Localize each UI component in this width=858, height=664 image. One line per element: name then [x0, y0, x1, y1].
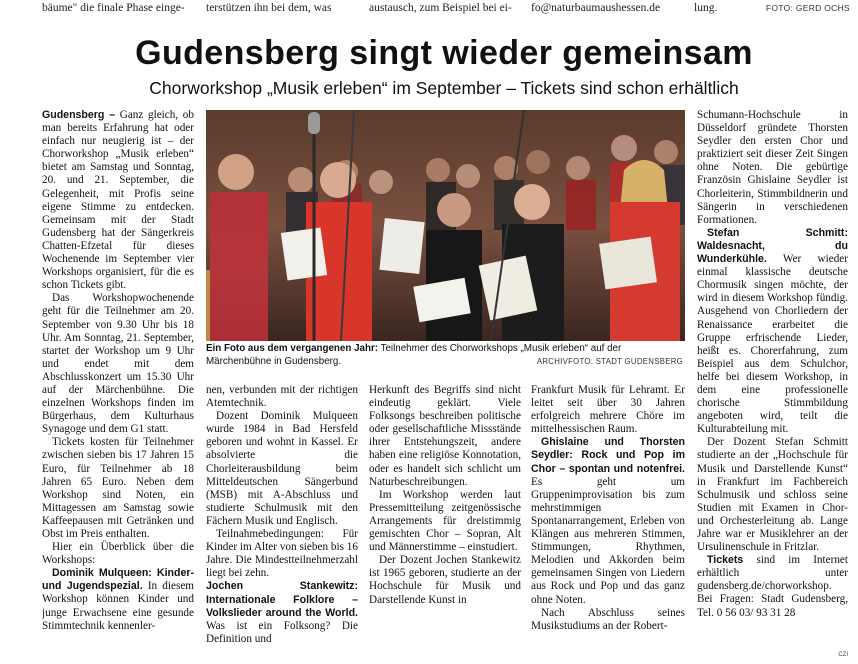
caption-text: Teilnehmer des Chorworkshops „Musik erleben“ auf der Märchenbühne in Gudensberg. [206, 343, 622, 367]
tickets-text: sind im Internet erhältlich unter gudensberg.de/chorworkshop. Bei Fragen: Stadt Gudensberg, Tel. 0 56 03/ 93 31 28 [697, 554, 848, 619]
lead-paragraph [42, 109, 194, 292]
paragraph: Der Dozent Jochen Stankewitz ist 1965 geboren, studierte an der Hochschule für Musik und Darstellende Kunst in [369, 554, 521, 606]
workshop-paragraph [697, 227, 848, 437]
workshop-heading: Ghislaine und Thorsten Seydler: Rock und Pop im Chor – spontan und notenfrei. [531, 436, 685, 475]
workshop-paragraph [42, 567, 194, 632]
choir-photo [206, 110, 685, 341]
strip-fragment-4: fo@naturbaumaushessen.de [531, 2, 661, 14]
article-column-5 [697, 109, 848, 649]
workshop-text: In diesem Workshop können Kinder und junge Erwachsene eine gesunde Stimmtechnik kennenler- [42, 580, 194, 632]
workshop-paragraph [531, 436, 685, 606]
workshop-heading: Stefan Schmitt: Waldesnacht, du Wunderkühle. [697, 226, 848, 266]
workshop-text: Wer wieder einmal klassische deutsche Chormusik singen möchte, der wird in diesem Workshop fündig. Ausgehend von Chorliedern der Renaissance erarbeitet die Gruppe erfrischende Lieder, heißt es. Chorerfahrung, zum Beispiel aus dem Schulchor, helfe bei diesem Workshop, in dem eine professionelle chorische Stimmbildung angeboten wird, teilt die Kulturabteilung mit. [697, 253, 848, 436]
paragraph: Frankfurt Musik für Lehramt. Er leitet seit über 30 Jahren erfolgreich mehrere Chöre im mittelhessischen Raum. [531, 384, 685, 436]
paragraph: nen, verbunden mit der richtigen Atemtechnik. [206, 384, 358, 410]
subheadline: Chorworkshop „Musik erleben“ im September – Tickets sind schon erhältlich [149, 78, 739, 98]
paragraph: Hier ein Überblick über die Workshops: [42, 541, 194, 567]
tickets-heading: Tickets [707, 554, 744, 567]
dateline: Gudensberg – [42, 109, 116, 121]
workshop-text: Es geht um Gruppenimprovisation bis zum mehrstimmigen Spontanarrangement, Erleben von Klängen aus mehreren Stimmen, Stimmungen, Rhythmen, Melodien und Akkorden beim gemeinsamen Singen von Liedern aus Rock und Pop und das ganz ohne Noten. [531, 475, 685, 606]
editor-tag: CZI [838, 652, 848, 658]
paragraph: Nach Abschluss seines Musikstudiums an der Robert- [531, 606, 685, 632]
workshop-paragraph [206, 580, 358, 645]
paragraph: Herkunft des Begriffs sind nicht eindeutig geklärt. Viele Folksongs beschreiben politische oder gesellschaftliche Missstände ihrer Entstehungszeit, andere haben eine religiöse Konnotation, oder es handelt sich schlicht um Naturbeschreibungen. [369, 384, 521, 488]
paragraph: Der Dozent Stefan Schmitt studierte an der „Hochschule für Musik und Darstellende Kunst“ in Frankfurt im Fachbereich Schulmusik und schloss seine Studien mit Examen in Chor- und Orchesterleitung ab. Lange Jahre war er Musiklehrer an der Ursulinenschule in Fritzlar. [697, 436, 848, 554]
paragraph: Im Workshop werden laut Pressemitteilung zeitgenössische Arrangements für dreistimmig gemischten Chor – Sopran, Alt und Männerstimme – einstudiert. [369, 488, 521, 554]
caption-lead: Ein Foto aus dem vergangenen Jahr: [206, 343, 379, 354]
article-column-3 [369, 384, 521, 650]
strip-fragment-5: lung. [694, 2, 718, 14]
photo-credit: ARCHIVFOTO: STADT GUDENSBERG [536, 357, 683, 366]
photo-credit-top: FOTO: GERD OCHS [765, 3, 850, 13]
workshop-text: Was ist ein Folksong? Die Definition und [206, 619, 358, 645]
paragraph: Teilnahmebedingungen: Für Kinder im Alter von sieben bis 16 Jahre. Die Mindestteilnehmerzahl liegt bei zehn. [206, 528, 358, 580]
strip-fragment-1: bäume" die finale Phase einge- [42, 2, 185, 14]
paragraph: Schumann-Hochschule in Düsseldorf gründete Thorsten Seydler den ersten Chor und praktiziert seit dieser Zeit Singen ohne Noten. Die gebürtige Französin Ghislaine Seydler ist Chorleiterin, Stimmbildnerin und Sängerin in verschiedenen Formationen. [697, 109, 848, 226]
paragraph: Dozent Dominik Mulqueen wurde 1984 in Bad Hersfeld geboren und wohnt in Kassel. Er absolvierte die Chorleiterausbildung beim Mitteldeutschen Sängerbund (MSB) mit A-Abschluss und studierte Schulmusik mit den Fächern Musik und Englisch. [206, 410, 358, 527]
article-column-2 [206, 384, 358, 650]
workshop-heading: Dominik Mulqueen: Kinder- und Jugendspezial. [42, 567, 194, 593]
previous-article-strip [0, 0, 858, 16]
choir-photo-illustration [206, 110, 685, 341]
paragraph: Tickets kosten für Teilnehmer zwischen sieben bis 17 Jahren 15 Euro, für Teilnehmer ab 18 Jahren 65 Euro. Neben dem Workshop sind Noten, ein Mittagessen am Samstag sowie Kaffeepausen mit Getränken und Obst im Preis enthalten. [42, 436, 194, 540]
headline: Gudensberg singt wieder gemeinsam [135, 34, 753, 72]
article-column-4 [531, 384, 685, 650]
photo-caption [206, 343, 685, 368]
strip-fragment-2: terstützen ihn bei dem, was [206, 2, 332, 14]
tickets-paragraph [697, 554, 848, 619]
strip-fragment-3: austausch, zum Beispiel bei ei- [369, 2, 512, 14]
paragraph: Das Workshopwochenende geht für die Teilnehmer am 20. September von 9.30 Uhr bis 18 Uhr. Am Sonntag, 21. September, startet der Workshop um 9 Uhr und endet mit dem Abschlusskonzert um 15.30 Uhr auf der Märchenbühne. Die einzelnen Workshops finden im Bürgerhaus, dem Kulturhaus Synagoge und dem G1 statt. [42, 292, 194, 436]
lead-text: Ganz gleich, ob man bereits Erfahrung hat oder einfach nur neugierig ist – der Chorworkshop „Musik erleben“ bietet am Samstag und Sonntag, 20. und 21. September, die Gelegenheit, mit Profis seine eigene Stimme zu entdecken. Gemeinsam mit der Stadt Gudensberg hat der Sängerkreis Chatten-Efzetal für dieses Wochenende im September vier Workshops organisiert, für die es schon Tickets gibt. [42, 109, 194, 292]
workshop-heading: Jochen Stankewitz: Internationale Folklore – Volkslieder around the World. [206, 580, 358, 619]
article-column-1 [42, 109, 194, 649]
